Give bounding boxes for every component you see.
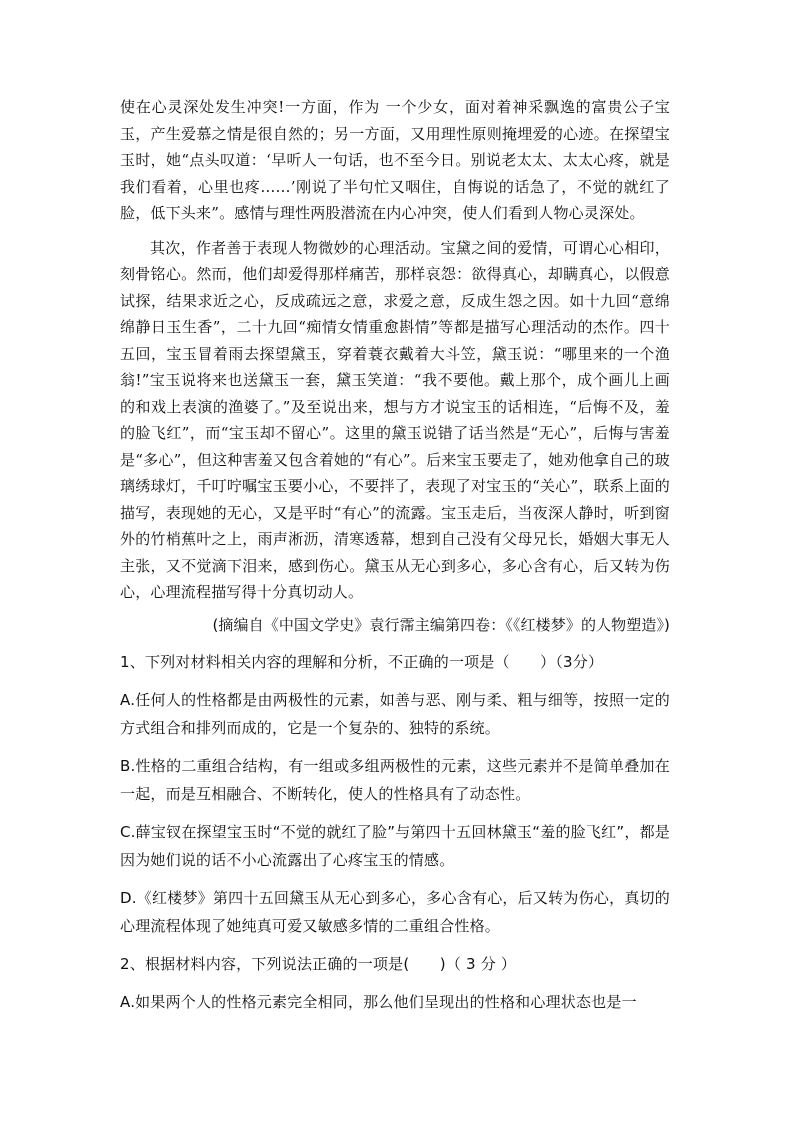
question-1-option-c: C.薛宝钗在探望宝玉时“不觉的就红了脸”与第四十五回林黛玉“羞的脸飞红”，都是因为她们说的话不小心流露出了心疼宝玉的情感。 [120, 822, 670, 869]
section-gap [120, 874, 670, 884]
paragraph-gap [120, 227, 670, 235]
section-gap [120, 940, 670, 950]
section-gap [120, 676, 670, 686]
passage-paragraph-1: 使在心灵深处发生冲突!一方面，作为 一个少女，面对着神采飘逸的富贵公子宝玉，产生爱慕之情是很自然的；另一方面，又用理性原则掩埋爱的心迹。在探望宝玉时，她“点头叹道：‘早听人一句话，也不至今日。别说老太太、太太心疼，就是我们看着，心里也疼……’刚说了半句忙又咽住，自悔说的话急了，不觉的就红了脸，低下头来”。感情与理性两股潜流在内心冲突，使人们看到人物心灵深处。 [120, 98, 670, 222]
section-gap [120, 978, 670, 988]
question-1-option-d: D.《红楼梦》第四十五回黛玉从无心到多心，多心含有心，后又转为伤心，真切的心理流程体现了她纯真可爱又敏感多情的二重组合性格。 [120, 888, 670, 935]
question-1-stem: 1、下列对材料相关内容的理解和分析，不正确的一项是（ ）（3分） [120, 652, 604, 671]
source-citation: (摘编自《中国文学史》袁行霈主编第四卷：《《红楼梦》的人物塑造》) [212, 615, 670, 634]
question-2-option-a: A.如果两个人的性格元素完全相同，那么他们呈现出的性格和心理状态也是一 [120, 992, 637, 1011]
document-content [120, 94, 670, 1016]
question-1-option-a: A.任何人的性格都是由两极性的元素，如善与恶、刚与柔、粗与细等，按照一定的方式组合和排列而成的，它是一个复杂的、独特的系统。 [120, 690, 670, 737]
question-1-option-b: B.性格的二重组合结构，有一组或多组两极性的元素，这些元素并不是简单叠加在一起，而是互相融合、不断转化，使人的性格具有了动态性。 [120, 756, 670, 803]
section-gap [120, 638, 670, 648]
passage-paragraph-2: 其次，作者善于表现人物微妙的心理活动。宝黛之间的爱情，可谓心心相印，刻骨铭心。然而，他们却爱得那样痛苦，那样哀怨：欲得真心，却瞒真心，以假意试探，结果求近之心，反成疏远之意，求爱之意，反成生怨之因。如十九回“意绵绵静日玉生香”，二十九回“痴情女情重愈斟情”等都是描写心理活动的杰作。四十五回，宝玉冒着雨去探望黛玉，穿着蓑衣戴着大斗笠，黛玉说：“哪里来的一个渔翁!”宝玉说将来也送黛玉一套，黛玉笑道：“我不要他。戴上那个，成个画儿上画的和戏上表演的渔婆了。”及至说出来，想与方才说宝玉的话相连，“后悔不及，羞的脸飞红”，而“宝玉却不留心”。这里的黛玉说错了话当然是“无心”，后悔与害羞是“多心”，但这种害羞又包含着她的“有心”。后来宝玉要走了，她劝他拿自己的玻璃绣球灯，千叮咛嘱宝玉要小心，不要拌了，表现了对宝玉的“关心”，联系上面的描写，表现她的无心，又是平时“有心”的流露。宝玉走后，当夜深人静时，听到窗外的竹梢蕉叶之上，雨声淅沥，清寒透幕，想到自己没有父母兄长，婚姻大事无人主张，又不觉滴下泪来，感到伤心。黛玉从无心到多心，多心含有心，后又转为伤心，心理流程描写得十分真切动人。 [120, 238, 670, 601]
section-gap [120, 808, 670, 818]
section-gap [120, 742, 670, 752]
question-2-stem: 2、根据材料内容，下列说法正确的一项是( )（ 3 分 ） [120, 954, 517, 973]
